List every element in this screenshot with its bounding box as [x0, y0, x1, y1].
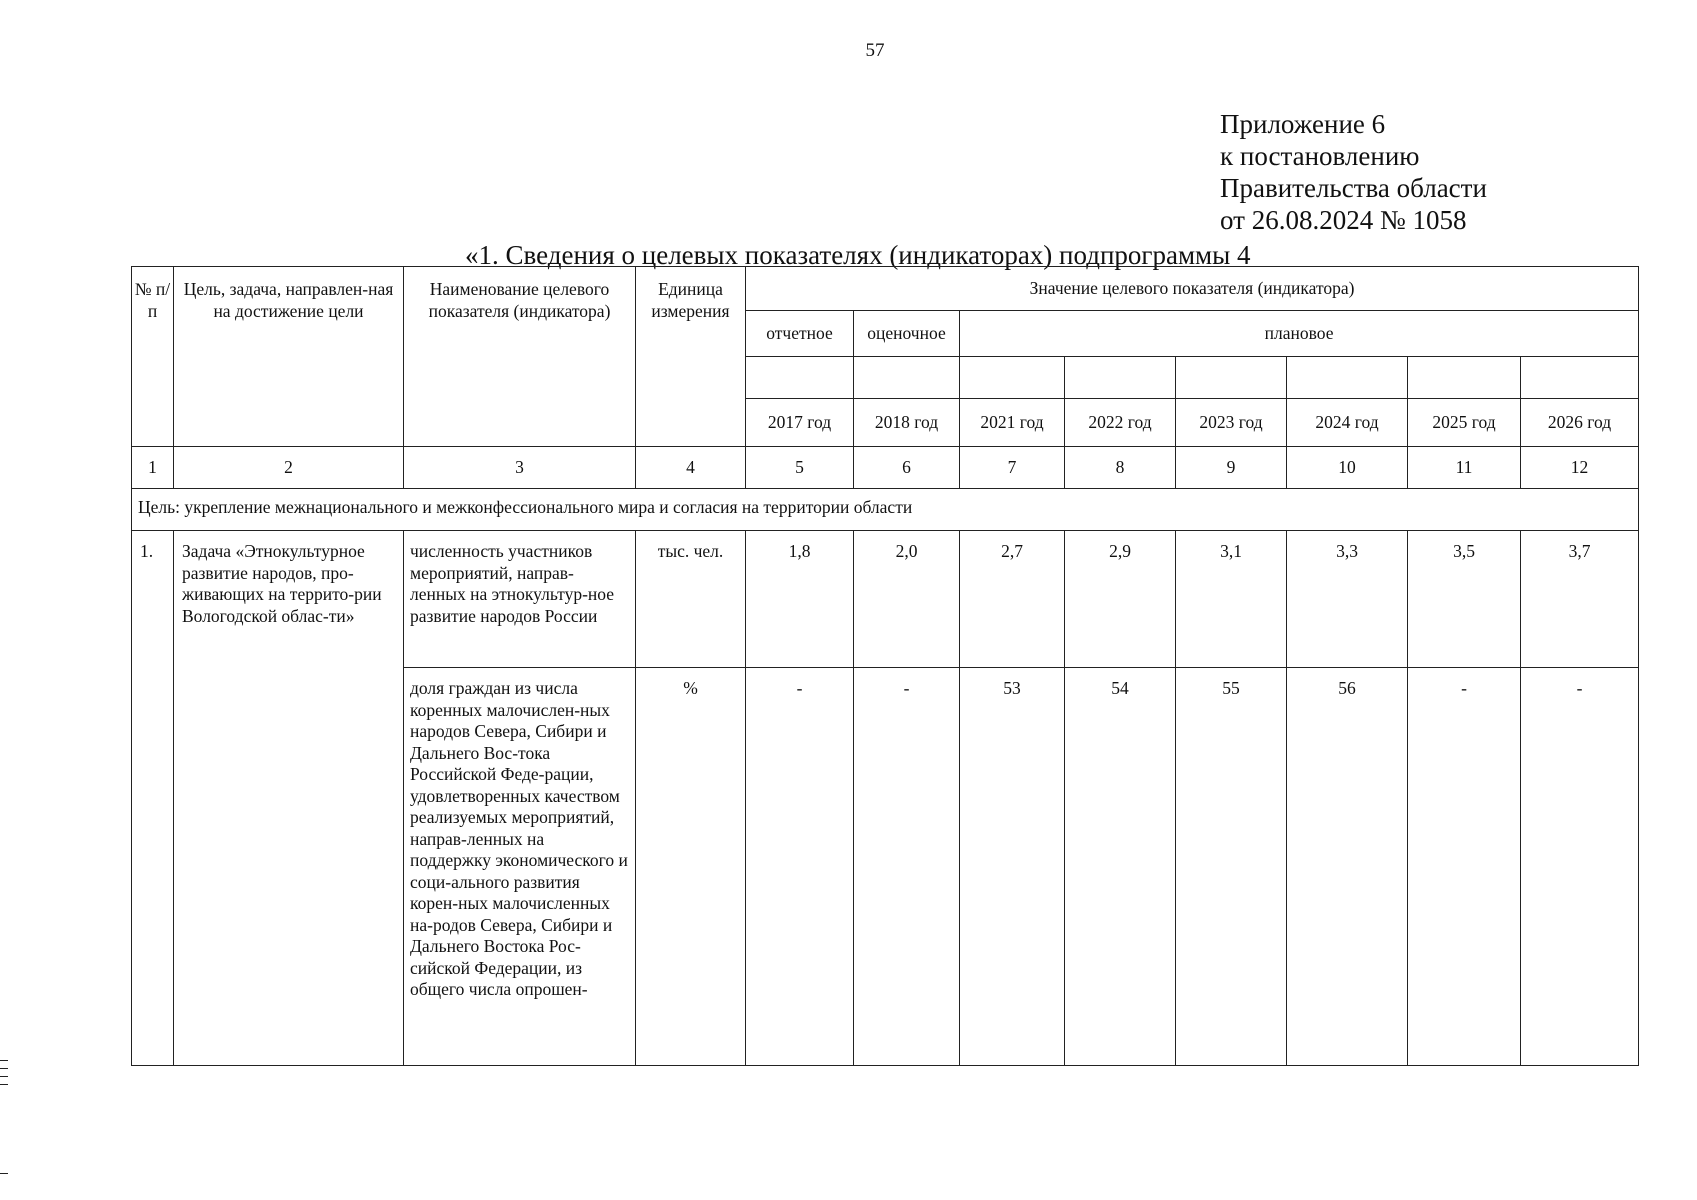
blank-cell — [1521, 357, 1639, 399]
blank-cell — [1065, 357, 1176, 399]
indicators-table — [131, 266, 1639, 1066]
unit-cell: тыс. чел. — [636, 531, 746, 668]
scan-margin-mark — [0, 1076, 8, 1077]
appendix-line-3: Правительства области — [1220, 173, 1487, 203]
appendix-line-2: к постановлению — [1220, 141, 1420, 171]
header-goal: Цель, задача, направлен-ная на достижение цели — [174, 267, 404, 447]
scan-margin-mark — [0, 1060, 8, 1061]
blank-cell — [1287, 357, 1408, 399]
scan-margin-mark — [0, 1084, 8, 1085]
value-cell: 53 — [960, 668, 1065, 1066]
value-cell: 3,1 — [1176, 531, 1287, 668]
header-reported: отчетное — [746, 311, 854, 357]
header-value-group: Значение целевого показателя (индикатора) — [746, 267, 1639, 311]
header-unit: Единица измерения — [636, 267, 746, 447]
value-cell: 3,7 — [1521, 531, 1639, 668]
value-cell: 2,9 — [1065, 531, 1176, 668]
goal-row: Цель: укрепление межнационального и межконфессионального мира и согласия на территории области — [132, 489, 1639, 531]
header-planned: плановое — [960, 311, 1639, 357]
header-year: 2021 год — [960, 399, 1065, 447]
header-year: 2017 год — [746, 399, 854, 447]
column-number: 5 — [746, 447, 854, 489]
scan-margin-mark — [0, 1068, 8, 1069]
header-indicator: Наименование целевого показателя (индикатора) — [404, 267, 636, 447]
task-cell: Задача «Этнокультурное развитие народов, про-живающих на террито-рии Вологодской облас-ти» — [174, 531, 404, 1066]
header-year: 2026 год — [1521, 399, 1639, 447]
value-cell: - — [854, 668, 960, 1066]
value-cell: 3,5 — [1408, 531, 1521, 668]
header-year: 2025 год — [1408, 399, 1521, 447]
value-cell: 2,0 — [854, 531, 960, 668]
scan-margin-mark — [0, 1173, 8, 1174]
column-number: 8 — [1065, 447, 1176, 489]
column-number: 11 — [1408, 447, 1521, 489]
header-year: 2022 год — [1065, 399, 1176, 447]
value-cell: 56 — [1287, 668, 1408, 1066]
appendix-line-4: от 26.08.2024 № 1058 — [1220, 205, 1467, 235]
column-number: 2 — [174, 447, 404, 489]
row-number: 1. — [132, 531, 174, 1066]
blank-cell — [854, 357, 960, 399]
value-cell: - — [1521, 668, 1639, 1066]
value-cell: 3,3 — [1287, 531, 1408, 668]
document-title: «1. Сведения о целевых показателях (индикаторах) подпрограммы 4 — [465, 240, 1251, 270]
header-year: 2018 год — [854, 399, 960, 447]
blank-cell — [1408, 357, 1521, 399]
header-num: № п/п — [132, 267, 174, 447]
value-cell: 1,8 — [746, 531, 854, 668]
column-number: 6 — [854, 447, 960, 489]
unit-cell: % — [636, 668, 746, 1066]
value-cell: 2,7 — [960, 531, 1065, 668]
blank-cell — [960, 357, 1065, 399]
appendix-line-1: Приложение 6 — [1220, 109, 1386, 139]
blank-cell — [1176, 357, 1287, 399]
header-estimated: оценочное — [854, 311, 960, 357]
column-number: 3 — [404, 447, 636, 489]
column-number: 12 — [1521, 447, 1639, 489]
value-cell: 55 — [1176, 668, 1287, 1066]
page-number: 57 — [865, 40, 885, 61]
column-number: 1 — [132, 447, 174, 489]
column-number: 4 — [636, 447, 746, 489]
header-year: 2023 год — [1176, 399, 1287, 447]
value-cell: - — [746, 668, 854, 1066]
table-row — [132, 531, 1639, 668]
blank-cell — [746, 357, 854, 399]
column-number: 10 — [1287, 447, 1408, 489]
value-cell: 54 — [1065, 668, 1176, 1066]
header-year: 2024 год — [1287, 399, 1408, 447]
appendix-note — [1220, 108, 1487, 236]
indicator-cell: доля граждан из числа коренных малочислен-ных народов Севера, Сибири и Дальнего Вос-тока Российской Феде-рации, удовлетворенных качеством реализуемых мероприятий, направ-ленных на поддержку экономического и соци-ального развития корен-ных малочисленных на-родов Севера, Сибири и Дальнего Востока Рос-сийской Федерации, из общего числа опрошен- — [404, 668, 636, 1066]
value-cell: - — [1408, 668, 1521, 1066]
column-number: 9 — [1176, 447, 1287, 489]
indicator-cell: численность участников мероприятий, направ-ленных на этнокультур-ное развитие народов России — [404, 531, 636, 668]
column-number: 7 — [960, 447, 1065, 489]
